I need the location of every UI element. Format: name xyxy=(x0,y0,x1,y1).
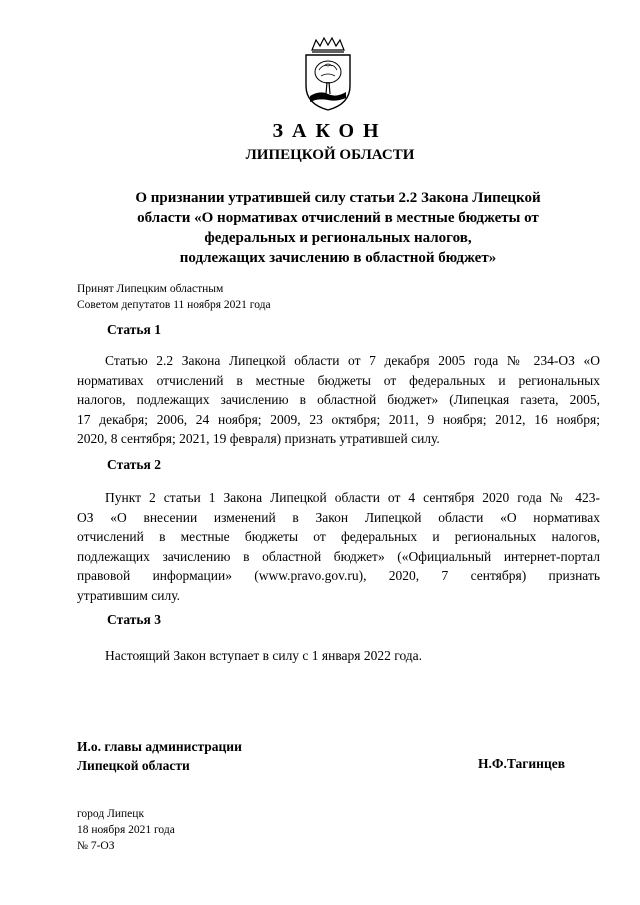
region-title: ЛИПЕЦКОЙ ОБЛАСТИ xyxy=(245,147,415,163)
article-3-text: Настоящий Закон вступает в силу с 1 января 2022 года. xyxy=(105,648,423,663)
subject-line: подлежащих зачислению в областной бюджет» xyxy=(179,250,497,266)
text-line: утратившим силу. xyxy=(77,587,180,603)
article-1-heading: Статья 1 xyxy=(107,322,161,337)
coat-of-arms-icon xyxy=(300,36,356,112)
adoption-note xyxy=(77,281,271,313)
subject-line: федеральных и региональных налогов, xyxy=(204,230,472,246)
document-footer xyxy=(77,806,175,854)
text-line: налогов, подлежащих зачислению в областной бюджет» (Липецкая газета, 2005, xyxy=(77,392,600,407)
text-line: 2020, 8 сентября; 2021, 19 февраля) признать утратившей силу. xyxy=(77,431,440,446)
text-line: Статью 2.2 Закона Липецкой области от 7 декабря 2005 года № 234-ОЗ «О xyxy=(105,353,600,368)
text-line: отчислений в местные бюджеты от федеральных и региональных налогов, xyxy=(77,529,600,544)
text-line: 17 декабря; 2006, 24 ноября; 2009, 23 октября; 2011, 9 ноября; 2012, 16 ноября; xyxy=(77,411,600,427)
footer-number: № 7-ОЗ xyxy=(77,840,115,852)
law-title: ЗАКОН xyxy=(272,120,388,142)
subject-line: области «О нормативах отчислений в местные бюджеты от xyxy=(137,210,539,226)
adoption-line: Советом депутатов 11 ноября 2021 года xyxy=(77,299,271,311)
signatory-name: Н.Ф.Тагинцев xyxy=(478,756,566,771)
law-subject xyxy=(98,188,578,268)
signatory-position xyxy=(77,737,242,775)
footer-date: 18 ноября 2021 года xyxy=(77,824,175,836)
footer-city: город Липецк xyxy=(77,808,145,820)
position-line: Липецкой области xyxy=(77,758,190,773)
text-line: Пункт 2 статьи 1 Закона Липецкой области от 4 сентября 2020 года № 423- xyxy=(105,490,600,505)
text-line: нормативах отчислений в местные бюджеты от федеральных и региональных xyxy=(77,372,600,388)
article-2-heading: Статья 2 xyxy=(107,457,161,472)
article-3-heading: Статья 3 xyxy=(107,612,161,627)
adoption-line: Принят Липецким областным xyxy=(77,283,224,295)
subject-line: О признании утратившей силу статьи 2.2 Закона Липецкой xyxy=(135,190,541,206)
text-line: подлежащих зачислению в областной бюджет» («Официальный интернет-портал xyxy=(77,548,600,564)
position-line: И.о. главы администрации xyxy=(77,739,242,754)
text-line: правовой информации» (www.pravo.gov.ru), 2020, 7 сентября) признать xyxy=(77,568,600,583)
text-line: ОЗ «О внесении изменений в Закон Липецкой области «О нормативах xyxy=(77,509,600,525)
article-1-text xyxy=(77,351,600,449)
article-2-text xyxy=(77,488,600,605)
